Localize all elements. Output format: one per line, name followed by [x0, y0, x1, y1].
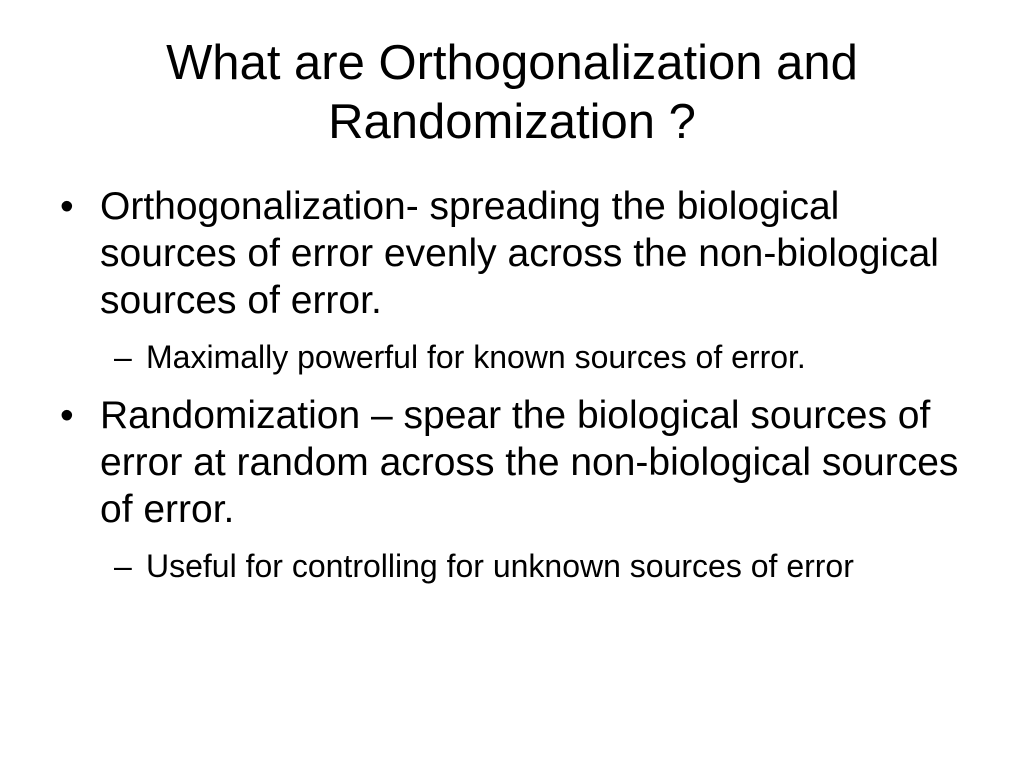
- bullet-point-randomization: [0, 392, 970, 533]
- sub-bullet-text: Maximally powerful for known sources of error.: [146, 339, 806, 375]
- sub-point-orthogonalization: [0, 338, 946, 376]
- bullet-text: Orthogonalization- spreading the biological sources of error evenly across the non-biological sources of error.: [100, 185, 939, 322]
- slide-title: What are Orthogonalization and Randomization ?: [166, 36, 858, 149]
- sub-point-randomization: [0, 547, 946, 585]
- bullet-marker: •: [60, 185, 74, 228]
- sub-bullet-marker: –: [114, 339, 132, 375]
- sub-bullet-text: Useful for controlling for unknown sources of error: [146, 548, 854, 584]
- bullet-point-orthogonalization: [0, 183, 970, 324]
- bullet-marker: •: [60, 394, 74, 437]
- bullet-text: Randomization – spear the biological sources of error at random across the non-biological sources of error.: [100, 394, 959, 531]
- sub-bullet-marker: –: [114, 548, 132, 584]
- slide-body: [0, 183, 1024, 585]
